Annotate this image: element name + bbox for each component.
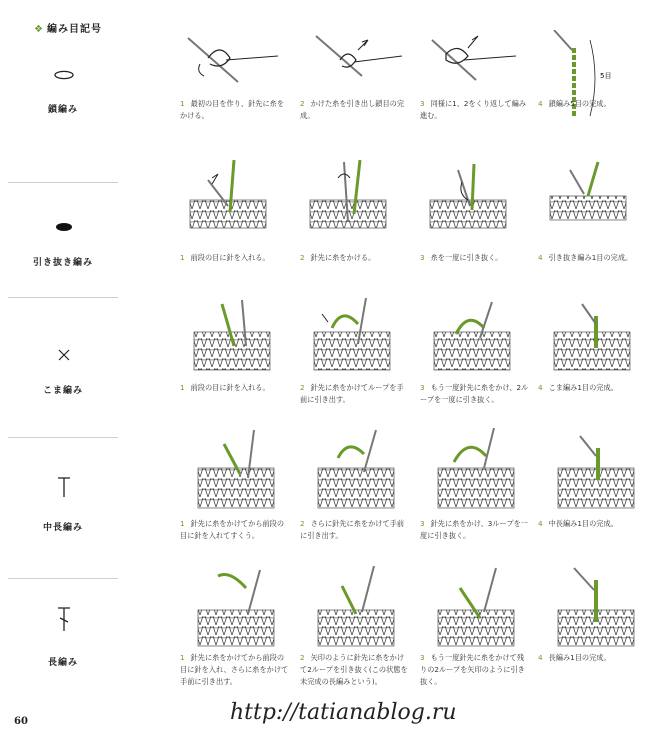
section-title: ❖ 編み目記号 — [34, 24, 102, 35]
step-double-2 — [316, 566, 428, 650]
step-half-double-1 — [196, 428, 308, 514]
step-half-double-4 — [556, 428, 668, 514]
half-double-crochet-symbol-icon — [56, 476, 72, 498]
step-illustration — [196, 428, 276, 514]
step-illustration — [298, 30, 408, 90]
step-illustration — [308, 160, 388, 240]
step-slip-1 — [188, 160, 300, 240]
caption-double-2: 2 矢印のように針先に糸をかけて2ループを引き抜く(この状態を未完成の長編みという)。 — [300, 653, 408, 686]
step-illustration — [192, 298, 272, 378]
step-slip-3 — [428, 160, 540, 240]
caption-single-2: 2 針先に糸をかけてループを手前に引き出す。 — [300, 383, 404, 404]
step-illustration — [428, 160, 508, 240]
step-illustration — [436, 566, 516, 650]
step-illustration — [556, 566, 636, 650]
caption-slip-4: 4 引き抜き編み1目の完成。 — [538, 253, 633, 262]
step-illustration — [556, 428, 636, 514]
five-stitches-annotation: 5目 — [600, 72, 612, 80]
symbol-label-double: 長編み — [47, 658, 78, 668]
step-double-3 — [436, 566, 548, 650]
symbol-divider — [8, 182, 118, 183]
caption-chain-2: 2 かけた糸を引き出し鎖目の完成。 — [300, 99, 405, 120]
symbol-divider — [8, 297, 118, 298]
step-single-2 — [312, 298, 424, 378]
caption-chain-4: 4 鎖編み5目の完成。 — [538, 99, 611, 108]
step-single-1 — [192, 298, 304, 378]
step-slip-2 — [308, 160, 420, 240]
symbol-label-half-double: 中長編み — [42, 523, 83, 533]
step-illustration — [312, 298, 392, 378]
caption-double-4: 4 長編み1目の完成。 — [538, 653, 611, 662]
page-number: 60 — [14, 716, 28, 727]
step-illustration — [552, 298, 632, 378]
symbol-label-single: こま編み — [42, 386, 83, 396]
diamond-bullet-icon: ❖ — [34, 24, 44, 35]
caption-slip-3: 3 糸を一度に引き抜く。 — [420, 253, 503, 262]
step-half-double-3 — [436, 428, 548, 514]
step-illustration — [316, 428, 396, 514]
watermark-link[interactable]: http://tatianablog.ru — [230, 700, 457, 725]
caption-double-1: 1 針先に糸をかけてから前段の目に針を入れ、さらに糸をかけて手前に引き出す。 — [180, 653, 289, 686]
step-single-4 — [552, 298, 664, 378]
step-illustration — [436, 428, 516, 514]
step-double-1 — [196, 566, 308, 650]
caption-double-3: 3 もう一度針先に糸をかけて残りの2ループを矢印のように引き抜く。 — [420, 653, 525, 686]
step-illustration — [178, 30, 288, 90]
caption-half-double-3: 3 針先に糸をかけ、3ループを一度に引き抜く。 — [420, 519, 528, 540]
slip-stitch-symbol-icon — [54, 222, 74, 232]
step-illustration — [418, 30, 528, 90]
step-half-double-2 — [316, 428, 428, 514]
chain-stitch-symbol-icon — [53, 70, 75, 80]
caption-half-double-1: 1 針先に糸をかけてから前段の目に針を入れてすくう。 — [180, 519, 285, 540]
caption-single-4: 4 こま編み1目の完成。 — [538, 383, 618, 392]
symbol-label-chain: 鎖編み — [47, 105, 78, 115]
symbol-divider — [8, 578, 118, 579]
caption-slip-1: 1 前段の目に針を入れる。 — [180, 253, 270, 262]
caption-slip-2: 2 針先に糸をかける。 — [300, 253, 376, 262]
caption-chain-1: 1 最初の目を作り、針先に糸をかける。 — [180, 99, 285, 120]
caption-half-double-4: 4 中長編み1目の完成。 — [538, 519, 618, 528]
step-chain-2 — [298, 30, 410, 90]
single-crochet-symbol-icon — [57, 348, 71, 362]
double-crochet-symbol-icon — [56, 606, 72, 632]
caption-single-1: 1 前段の目に針を入れる。 — [180, 383, 270, 392]
step-illustration — [548, 160, 628, 240]
step-double-4 — [556, 566, 668, 650]
step-illustration — [316, 566, 396, 650]
symbol-divider — [8, 437, 118, 438]
step-illustration — [196, 566, 276, 650]
symbol-label-slip: 引き抜き編み — [32, 258, 93, 268]
caption-half-double-2: 2 さらに針先に糸をかけて手前に引き出す。 — [300, 519, 405, 540]
step-single-3 — [432, 298, 544, 378]
caption-chain-3: 3 同様に1、2をくり返して編み進む。 — [420, 99, 526, 120]
caption-single-3: 3 もう一度針先に糸をかけ、2ループを一度に引き抜く。 — [420, 383, 529, 404]
step-chain-1 — [178, 30, 290, 90]
step-slip-4 — [548, 160, 660, 240]
step-chain-3 — [418, 30, 530, 90]
step-illustration — [188, 160, 268, 240]
step-illustration — [432, 298, 512, 378]
